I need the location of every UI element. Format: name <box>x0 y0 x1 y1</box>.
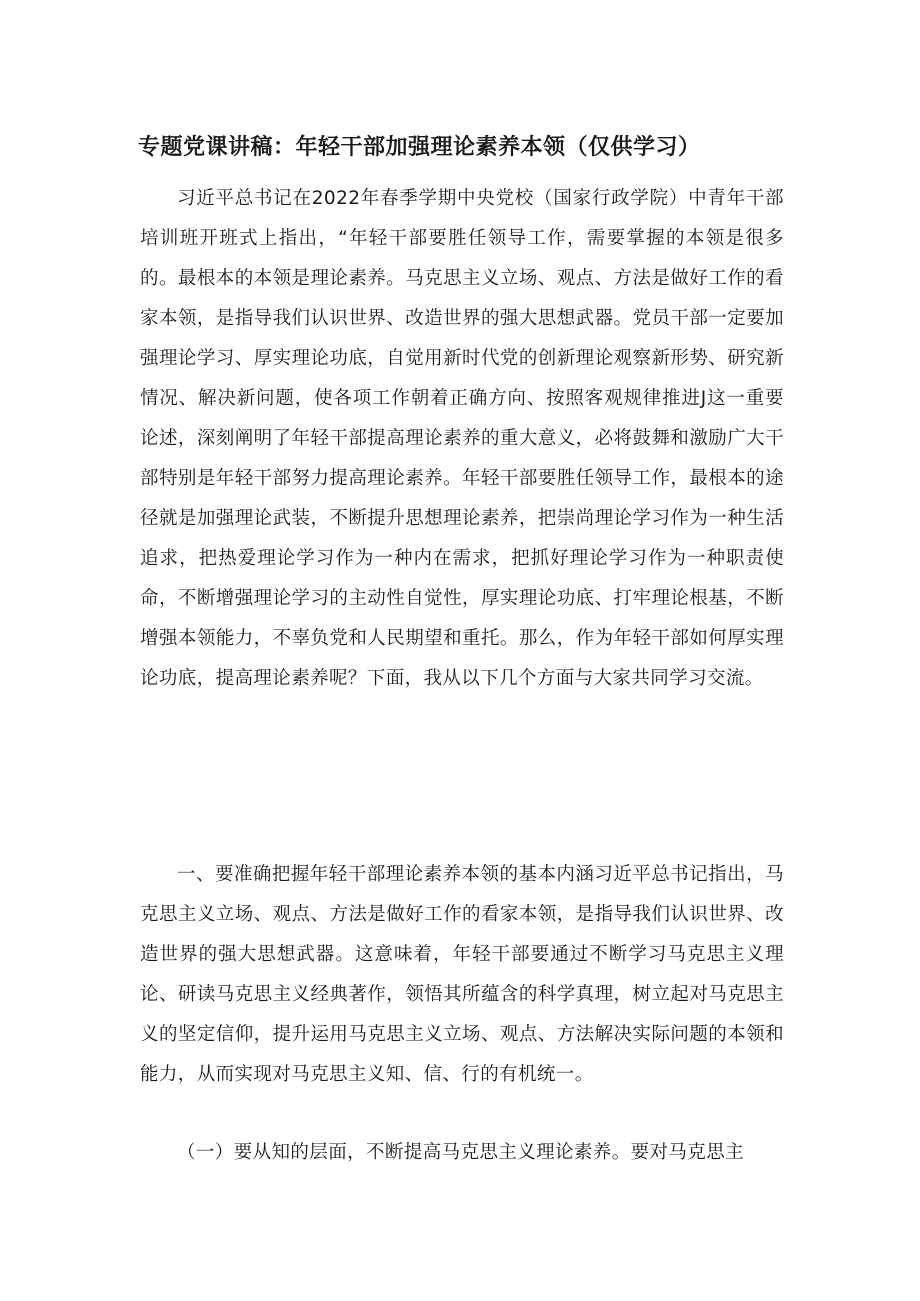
document-title: 专题党课讲稿：年轻干部加强理论素养本领（仅供学习） <box>138 135 701 160</box>
paragraph-subsection-one: （一）要从知的层面，不断提高马克思主义理论素养。要对马克思主 <box>177 1142 745 1163</box>
paragraph-section-one: 一、要准确把握年轻干部理论素养本领的基本内涵习近平总书记指出，马克思主义立场、观点、方法是做好工作的看家本领，是指导我们认识世界、改造世界的强大思想武器。这意味着，年轻干部要通过不断学习马克思主义理论、研读马克思主义经典著作，领悟其所蕴含的科学真理，树立起对马克思主义的坚定信仰，提升运用马克思主义立场、观点、方法解决实际问题的本领和能力，从而实现对马克思主义知、信、行的有机统一。 <box>140 864 784 1085</box>
paragraph-intro: 习近平总书记在2022年春季学期中央党校（国家行政学院）中青年干部培训班开班式上指出，“年轻干部要胜任领导工作，需要掌握的本领是很多的。最根本的本领是理论素养。马克思主义立场、观点、方法是做好工作的看家本领，是指导我们认识世界、改造世界的强大思想武器。党员干部一定要加强理论学习、厚实理论功底，自觉用新时代党的创新理论观察新形势、研究新情况、解决新问题，使各项工作朝着正确方向、按照客观规律推进J这一重要论述，深刻阐明了年轻干部提高理论素养的重大意义，必将鼓舞和激励广大干部特别是年轻干部努力提高理论素养。年轻干部要胜任领导工作，最根本的途径就是加强理论武装，不断提升思想理论素养，把崇尚理论学习作为一种生活追求，把热爱理论学习作为一种内在需求，把抓好理论学习作为一种职责使命，不断增强理论学习的主动性自觉性，厚实理论功底、打牢理论根基，不断增强本领能力，不辜负党和人民期望和重托。那么，作为年轻干部如何厚实理论功底，提高理论素养呢？下面，我从以下几个方面与大家共同学习交流。 <box>140 188 784 689</box>
